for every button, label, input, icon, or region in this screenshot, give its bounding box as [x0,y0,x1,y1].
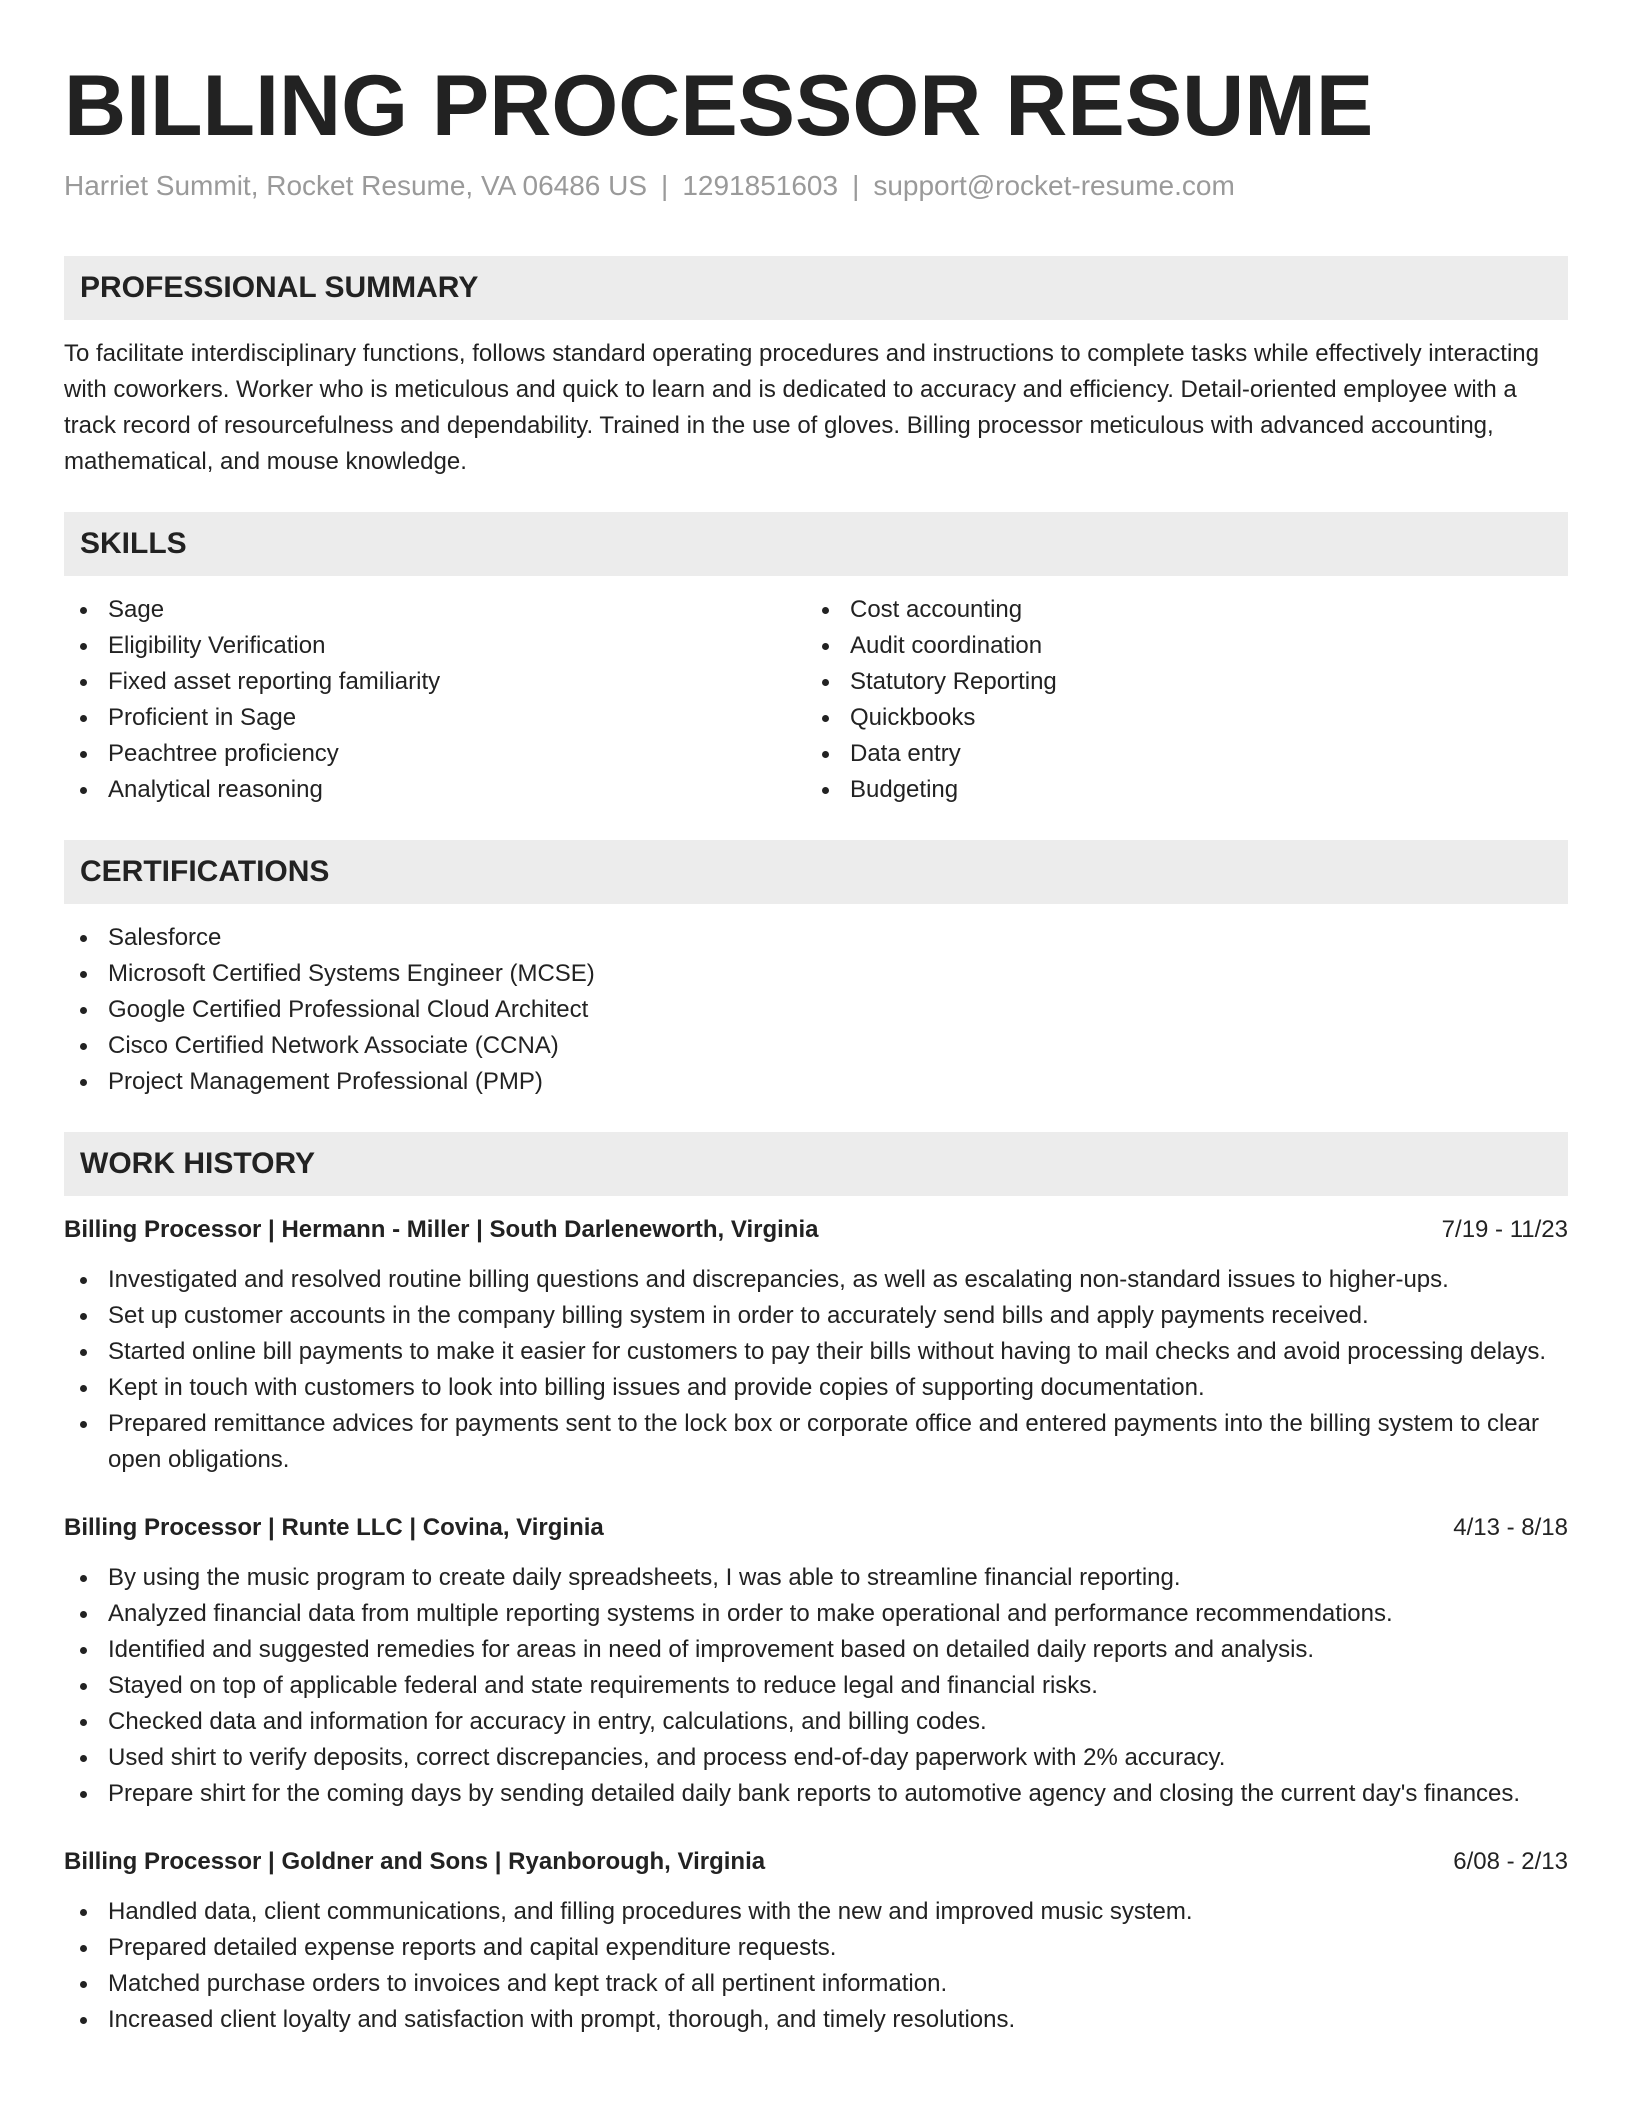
job-bullet: Matched purchase orders to invoices and kept track of all pertinent information. [64,1966,1568,2002]
skill-item: Budgeting [806,772,1548,808]
resume-title: BILLING PROCESSOR RESUME [64,58,1374,154]
job-bullet: Analyzed financial data from multiple reporting systems in order to make operational and performance recommendations. [64,1596,1568,1632]
job-dates: 7/19 - 11/23 [1441,1216,1568,1243]
skill-item: Quickbooks [806,700,1548,736]
job-bullets [64,1262,1568,1478]
skills-section [64,512,1568,808]
job-bullet: By using the music program to create daily spreadsheets, I was able to streamline financial reporting. [64,1560,1568,1596]
contact-separator: | [852,170,860,201]
job-bullet: Investigated and resolved routine billing questions and discrepancies, as well as escalating non-standard issues to higher-ups. [64,1262,1568,1298]
skill-item: Audit coordination [806,628,1548,664]
skill-item: Statutory Reporting [806,664,1548,700]
contact-email: support@rocket-resume.com [873,170,1235,201]
section-heading-summary: PROFESSIONAL SUMMARY [64,256,1568,320]
skill-item: Analytical reasoning [64,772,806,808]
certification-item: Project Management Professional (PMP) [64,1064,1568,1100]
job-bullet: Checked data and information for accuracy in entry, calculations, and billing codes. [64,1704,1568,1740]
contact-phone: 1291851603 [682,170,839,201]
job-title: Billing Processor | Hermann - Miller | South Darleneworth, Virginia [64,1216,819,1243]
section-heading-work-history: WORK HISTORY [64,1132,1568,1196]
job-bullet: Prepared remittance advices for payments sent to the lock box or corporate office and entered payments into the billing system to clear open obligations. [64,1406,1568,1478]
skills-list-left [64,592,806,808]
work-history-section [64,1132,1568,2038]
contact-separator: | [661,170,669,201]
section-heading-certifications: CERTIFICATIONS [64,840,1568,904]
skills-columns [64,592,1568,808]
certification-item: Cisco Certified Network Associate (CCNA) [64,1028,1568,1064]
job-bullet: Prepare shirt for the coming days by sending detailed daily bank reports to automotive agency and closing the current day's finances. [64,1776,1568,1812]
job-bullet: Started online bill payments to make it easier for customers to pay their bills without having to mail checks and avoid processing delays. [64,1334,1568,1370]
job-entry [64,1212,1568,1478]
job-entry [64,1844,1568,2038]
skill-item: Cost accounting [806,592,1548,628]
job-bullet: Kept in touch with customers to look into billing issues and provide copies of supporting documentation. [64,1370,1568,1406]
job-title: Billing Processor | Goldner and Sons | Ryanborough, Virginia [64,1848,766,1875]
certifications-section [64,840,1568,1100]
job-bullet: Stayed on top of applicable federal and state requirements to reduce legal and financial risks. [64,1668,1568,1704]
summary-text: To facilitate interdisciplinary functions, follows standard operating procedures and instructions to complete tasks while effectively interacting with coworkers. Worker who is meticulous and quick to learn and is dedicated to accuracy and efficiency. Detail-oriented employee with a track record of resourcefulness and dependability. Trained in the use of gloves. Billing processor meticulous with advanced accounting, mathematical, and mouse knowledge. [64,340,1539,475]
job-bullet: Handled data, client communications, and filling procedures with the new and improved music system. [64,1894,1568,1930]
job-bullet: Identified and suggested remedies for areas in need of improvement based on detailed daily reports and analysis. [64,1632,1568,1668]
section-heading-skills: SKILLS [64,512,1568,576]
skill-item: Peachtree proficiency [64,736,806,772]
job-bullet: Set up customer accounts in the company billing system in order to accurately send bills and apply payments received. [64,1298,1568,1334]
job-header [64,1510,1568,1546]
job-header [64,1212,1568,1248]
job-bullet: Prepared detailed expense reports and capital expenditure requests. [64,1930,1568,1966]
certification-item: Microsoft Certified Systems Engineer (MCSE) [64,956,1568,992]
job-title: Billing Processor | Runte LLC | Covina, Virginia [64,1514,604,1541]
resume-content [64,0,1568,2038]
job-header [64,1844,1568,1880]
skill-item: Data entry [806,736,1548,772]
contact-address: Harriet Summit, Rocket Resume, VA 06486 US [64,170,648,201]
job-entry [64,1510,1568,1812]
job-bullets [64,1560,1568,1812]
professional-summary-section [64,256,1568,480]
skill-item: Proficient in Sage [64,700,806,736]
certification-item: Google Certified Professional Cloud Architect [64,992,1568,1028]
skill-item: Fixed asset reporting familiarity [64,664,806,700]
job-dates: 4/13 - 8/18 [1453,1514,1568,1541]
job-bullet: Increased client loyalty and satisfaction with prompt, thorough, and timely resolutions. [64,2002,1568,2038]
job-dates: 6/08 - 2/13 [1453,1848,1568,1875]
certification-item: Salesforce [64,920,1568,956]
job-bullet: Used shirt to verify deposits, correct discrepancies, and process end-of-day paperwork with 2% accuracy. [64,1740,1568,1776]
certifications-list [64,920,1568,1100]
job-bullets [64,1894,1568,2038]
contact-line [64,168,1568,204]
skills-list-right [806,592,1548,808]
skill-item: Sage [64,592,806,628]
skill-item: Eligibility Verification [64,628,806,664]
